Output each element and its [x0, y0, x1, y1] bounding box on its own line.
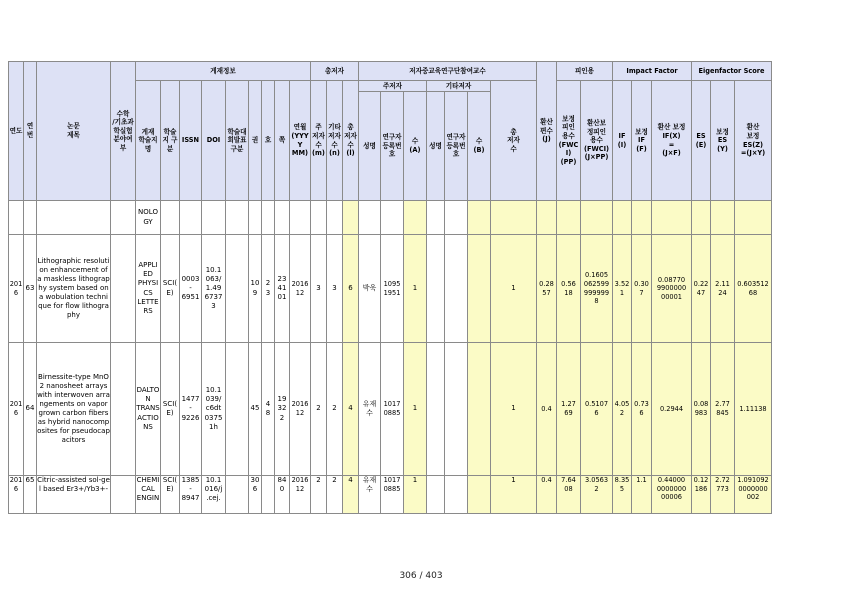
- research-paper-table: [8, 61, 772, 514]
- cell-page: 19 32 2: [275, 343, 290, 476]
- cell-year: 201 6: [9, 476, 24, 514]
- cell-converted-citation: [581, 201, 613, 235]
- header-issn: ISSN: [180, 81, 202, 201]
- cell-pub-date: 2016 12: [290, 476, 311, 514]
- cell-page: 84 0: [275, 476, 290, 514]
- cell-pub-date: [290, 201, 311, 235]
- header-other-name: 성명: [427, 92, 445, 201]
- cell-es: [692, 201, 711, 235]
- cell-other-authors: 2: [327, 343, 343, 476]
- cell-converted-es: [735, 201, 772, 235]
- header-other-author: 기타저자: [427, 81, 491, 92]
- cell-converted-citation: 0.1605 062599 999999 8: [581, 235, 613, 343]
- cell-count-a: 1: [404, 476, 427, 514]
- cell-issue: [262, 476, 275, 514]
- header-year: 연도: [9, 62, 24, 201]
- cell-pub-date: 2016 12: [290, 343, 311, 476]
- cell-converted-citation: 3.0563 2: [581, 476, 613, 514]
- cell-other-researcher-id: [445, 235, 468, 343]
- cell-journal-type: SCI( E): [161, 343, 180, 476]
- cell-year: 201 6: [9, 235, 24, 343]
- cell-other-name: [427, 476, 445, 514]
- header-journal-type: 학술 지 구 분: [161, 81, 180, 201]
- cell-volume: 45: [249, 343, 262, 476]
- cell-main-authors: 3: [311, 235, 327, 343]
- cell-es: 0.12 186: [692, 476, 711, 514]
- cell-title: Birnessite-type MnO2 nanosheet arrays with interwoven arrangements on vapor grown carbon fibers as hybrid nanocomposites for pseudocapacitors: [37, 343, 111, 476]
- cell-main-researcher-id: 1095 1951: [381, 235, 404, 343]
- header-converted-es: 환산 보정 ES(Z) =(J×Y): [735, 81, 772, 201]
- cell-title: [37, 201, 111, 235]
- cell-volume: 30 6: [249, 476, 262, 514]
- header-title: 논문 제목: [37, 62, 111, 201]
- cell-issn: 0003 - 6951: [180, 235, 202, 343]
- cell-corrected-es: 2.11 24: [711, 235, 735, 343]
- cell-journal: APPLI ED PHYSI CS LETTE RS: [136, 235, 161, 343]
- header-pub-date: 연월 (YYYY MM): [290, 81, 311, 201]
- cell-corrected-es: 2.72 773: [711, 476, 735, 514]
- cell-other-name: [427, 235, 445, 343]
- cell-total-participants: 1: [491, 476, 537, 514]
- cell-count-a: 1: [404, 343, 427, 476]
- cell-doi: 10.1 039/ c6dt 0375 1h: [202, 343, 226, 476]
- cell-es: 0.22 47: [692, 235, 711, 343]
- header-page: 쪽: [275, 81, 290, 201]
- cell-field: [111, 343, 136, 476]
- header-es: ES (E): [692, 81, 711, 201]
- cell-issn: 1385 - 8947: [180, 476, 202, 514]
- cell-journal-class: [226, 476, 249, 514]
- header-converted: 환산 편수 (J): [537, 62, 557, 201]
- header-main-author: 주저자: [359, 81, 427, 92]
- cell-title: Lithographic resolution enhancement of a maskless lithography system based on a wobulation technique for flow lithography: [37, 235, 111, 343]
- header-count-a: 수 (A): [404, 92, 427, 201]
- cell-doi: 10.1 063/ 1.49 6737 3: [202, 235, 226, 343]
- cell-seq: 65: [24, 476, 37, 514]
- cell-journal: DALTO N TRANS ACTIO NS: [136, 343, 161, 476]
- cell-total-authors: 6: [343, 235, 359, 343]
- cell-other-researcher-id: [445, 476, 468, 514]
- header-total-participants: 총 저자 수: [491, 81, 537, 201]
- cell-issn: [180, 201, 202, 235]
- cell-count-b: [468, 343, 491, 476]
- cell-if: [613, 201, 632, 235]
- cell-field: [111, 235, 136, 343]
- header-authors: 총저자: [311, 62, 359, 81]
- cell-converted-es: 1.091092 0000000 002: [735, 476, 772, 514]
- cell-pub-date: 2016 12: [290, 235, 311, 343]
- cell-seq: [24, 201, 37, 235]
- cell-doi: 10.1 016/j .cej.: [202, 476, 226, 514]
- cell-corrected-es: 2.77 845: [711, 343, 735, 476]
- cell-other-name: [427, 201, 445, 235]
- cell-main-researcher-id: [381, 201, 404, 235]
- header-if: IF (I): [613, 81, 632, 201]
- cell-other-authors: 2: [327, 476, 343, 514]
- header-field: 수학 /기초과 학실험 분야여 부: [111, 62, 136, 201]
- page-number: 306 / 403: [399, 571, 443, 581]
- header-volume: 권: [249, 81, 262, 201]
- cell-converted-if: 0.44000 0000000 00006: [652, 476, 692, 514]
- header-other-authors: 기타 저자 수 (n): [327, 81, 343, 201]
- table-row: [9, 201, 772, 235]
- cell-es: 0.08 983: [692, 343, 711, 476]
- cell-converted: 0.28 57: [537, 235, 557, 343]
- cell-issue: 2 3: [262, 235, 275, 343]
- cell-corrected-citation: 1.27 69: [557, 343, 581, 476]
- cell-corrected-if: [632, 201, 652, 235]
- cell-converted-if: [652, 201, 692, 235]
- cell-page: [275, 201, 290, 235]
- cell-if: 4.05 2: [613, 343, 632, 476]
- cell-converted-es: 1.11138: [735, 343, 772, 476]
- cell-main-name: 박욱: [359, 235, 381, 343]
- header-corrected-if: 보정 IF (F): [632, 81, 652, 201]
- header-eigenfactor: Eigenfactor Score: [692, 62, 772, 81]
- cell-total-authors: 4: [343, 343, 359, 476]
- header-citation: 피인용: [557, 62, 613, 81]
- cell-journal-type: [161, 201, 180, 235]
- cell-other-authors: [327, 201, 343, 235]
- header-main-authors: 주 저자 수 (m): [311, 81, 327, 201]
- cell-converted: [537, 201, 557, 235]
- cell-total-participants: [491, 201, 537, 235]
- table-row: [9, 343, 772, 476]
- cell-count-a: [404, 201, 427, 235]
- cell-main-authors: 2: [311, 476, 327, 514]
- cell-total-authors: 4: [343, 476, 359, 514]
- cell-other-researcher-id: [445, 201, 468, 235]
- cell-if: 8.35 5: [613, 476, 632, 514]
- cell-corrected-if: 1.1: [632, 476, 652, 514]
- cell-other-name: [427, 343, 445, 476]
- cell-year: [9, 201, 24, 235]
- cell-main-researcher-id: 1017 0885: [381, 343, 404, 476]
- header-participants: 저자중교육연구단참여교수: [359, 62, 537, 81]
- table-row: [9, 235, 772, 343]
- cell-issue: [262, 201, 275, 235]
- cell-if: 3.52 1: [613, 235, 632, 343]
- cell-issue: 4 8: [262, 343, 275, 476]
- header-main-researcher-id: 연구자 등록번 호: [381, 92, 404, 201]
- header-converted-citation: 환산보 정피인 용수 (FWCI) (J×PP): [581, 81, 613, 201]
- cell-main-name: [359, 201, 381, 235]
- cell-journal-class: [226, 343, 249, 476]
- cell-converted: 0.4: [537, 343, 557, 476]
- cell-converted: 0.4: [537, 476, 557, 514]
- cell-field: [111, 476, 136, 514]
- cell-converted-if: 0.2944: [652, 343, 692, 476]
- cell-volume: [249, 201, 262, 235]
- cell-journal: CHEMI CAL ENGIN: [136, 476, 161, 514]
- cell-journal-class: [226, 235, 249, 343]
- header-corrected-citation: 보정 피인 용수 (FWC I) (PP): [557, 81, 581, 201]
- cell-main-name: 유재 수: [359, 343, 381, 476]
- cell-converted-if: 0.08770 9900000 00001: [652, 235, 692, 343]
- cell-total-participants: 1: [491, 235, 537, 343]
- cell-count-b: [468, 235, 491, 343]
- header-seq: 연번: [24, 62, 37, 201]
- cell-corrected-if: 0.30 7: [632, 235, 652, 343]
- cell-main-name: 유재 수: [359, 476, 381, 514]
- cell-total-participants: 1: [491, 343, 537, 476]
- header-impact-factor: Impact Factor: [613, 62, 692, 81]
- cell-field: [111, 201, 136, 235]
- header-journal: 게재 학술지 명: [136, 81, 161, 201]
- cell-journal: NOLO GY: [136, 201, 161, 235]
- cell-seq: 64: [24, 343, 37, 476]
- header-total-authors: 총 저자 수 (l): [343, 81, 359, 201]
- header-main-name: 성명: [359, 92, 381, 201]
- cell-other-authors: 3: [327, 235, 343, 343]
- cell-journal-class: [226, 201, 249, 235]
- cell-corrected-citation: [557, 201, 581, 235]
- cell-journal-type: SCI( E): [161, 235, 180, 343]
- cell-page: 23 41 01: [275, 235, 290, 343]
- cell-total-authors: [343, 201, 359, 235]
- cell-corrected-es: [711, 201, 735, 235]
- cell-converted-es: 0.603512 68: [735, 235, 772, 343]
- cell-converted-citation: 0.5107 6: [581, 343, 613, 476]
- cell-journal-type: SCI( E): [161, 476, 180, 514]
- header-other-researcher-id: 연구자 등록번 호: [445, 92, 468, 201]
- cell-title: Citric-assisted sol-gel based Er3+/Yb3+-: [37, 476, 111, 514]
- cell-count-b: [468, 201, 491, 235]
- cell-corrected-if: 0.73 6: [632, 343, 652, 476]
- header-pub-info: 게재정보: [136, 62, 311, 81]
- cell-seq: 63: [24, 235, 37, 343]
- cell-corrected-citation: 7.64 08: [557, 476, 581, 514]
- cell-main-authors: 2: [311, 343, 327, 476]
- header-count-b: 수 (B): [468, 92, 491, 201]
- cell-issn: 1477 - 9226: [180, 343, 202, 476]
- header-doi: DOI: [202, 81, 226, 201]
- cell-corrected-citation: 0.56 18: [557, 235, 581, 343]
- header-converted-if: 환산 보정 IF(X) = (J×F): [652, 81, 692, 201]
- cell-doi: [202, 201, 226, 235]
- header-journal-class: 학술대 회발표 구분: [226, 81, 249, 201]
- cell-count-a: 1: [404, 235, 427, 343]
- cell-year: 201 6: [9, 343, 24, 476]
- table-row: [9, 476, 772, 514]
- cell-main-authors: [311, 201, 327, 235]
- header-corrected-es: 보정 ES (Y): [711, 81, 735, 201]
- header-issue: 호: [262, 81, 275, 201]
- cell-other-researcher-id: [445, 343, 468, 476]
- cell-main-researcher-id: 1017 0885: [381, 476, 404, 514]
- cell-volume: 10 9: [249, 235, 262, 343]
- cell-count-b: [468, 476, 491, 514]
